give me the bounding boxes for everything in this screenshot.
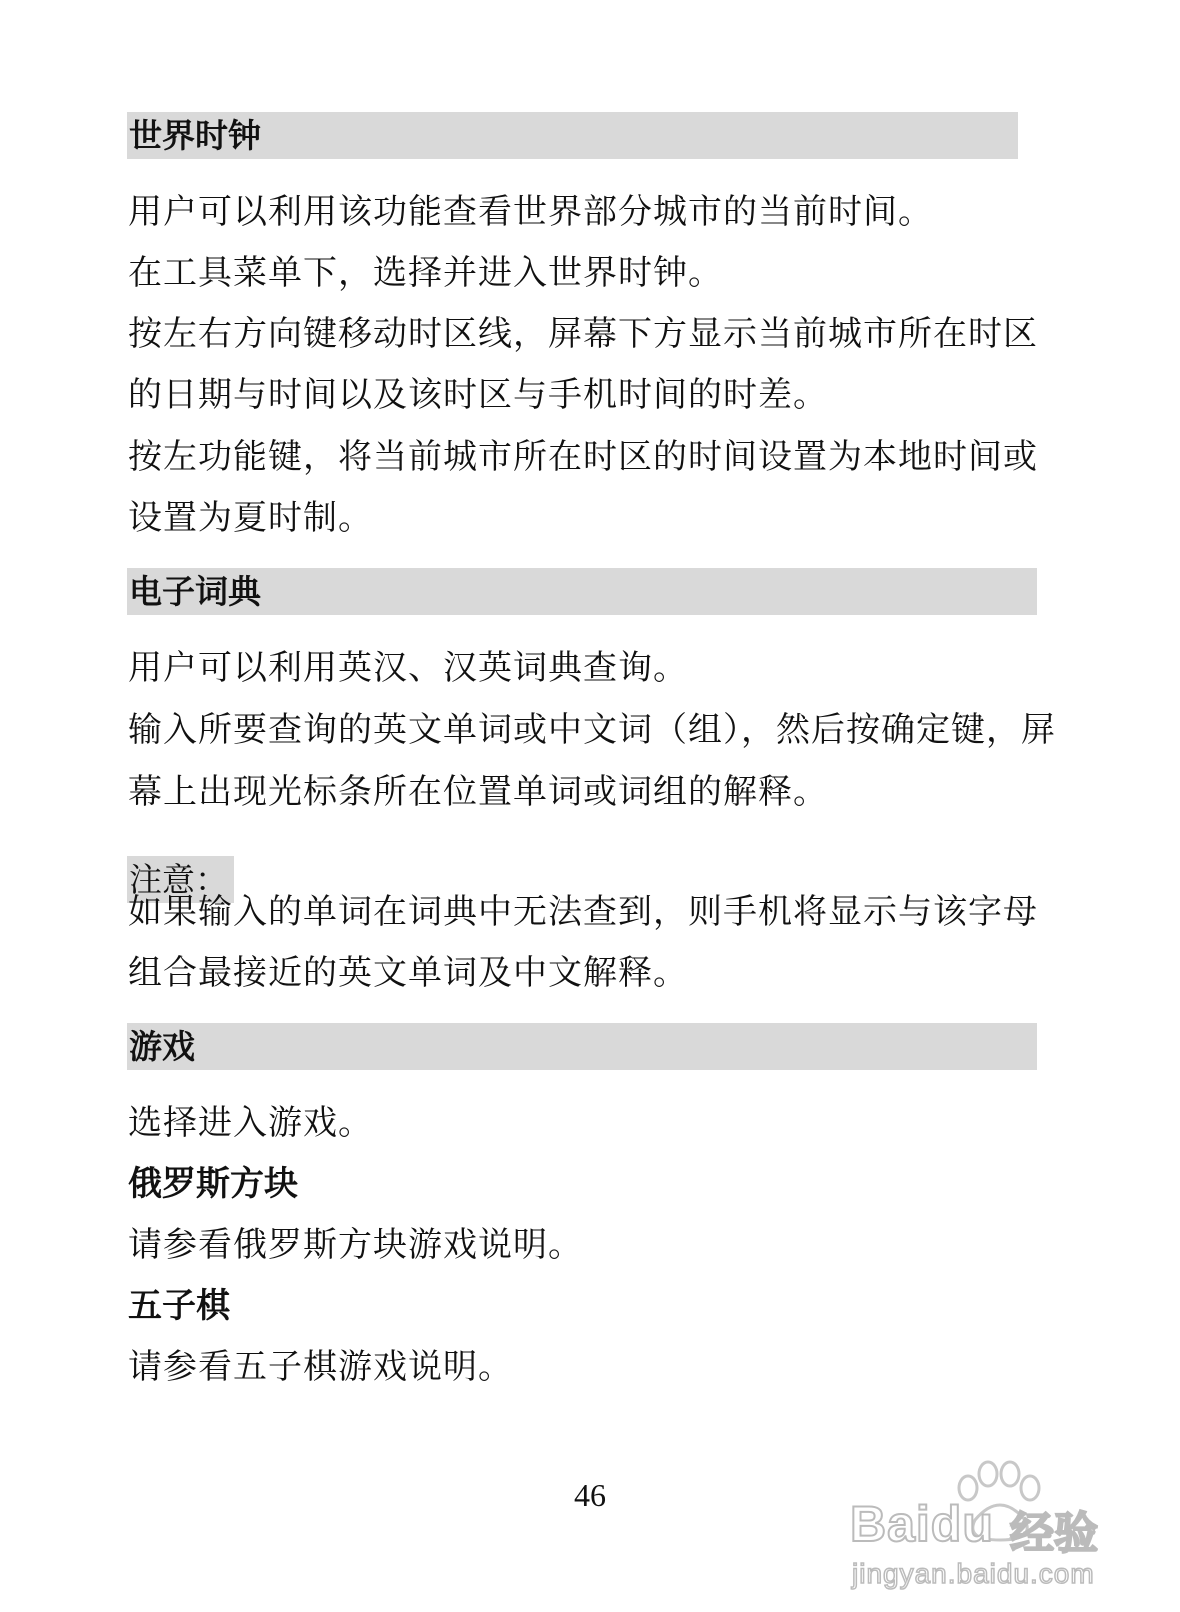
watermark-brand: Baidu [850,1496,994,1552]
paragraph-line: 的日期与时间以及该时区与手机时间的时差。 [128,375,828,415]
paragraph-line: 按左功能键，将当前城市所在时区的时间设置为本地时间或 [128,437,1038,477]
game-description: 请参看五子棋游戏说明。 [128,1347,513,1387]
page-number: 46 [574,1477,606,1513]
paragraph-line: 选择进入游戏。 [128,1103,373,1143]
watermark-url: jingyan.baidu.com [852,1558,1095,1589]
paragraph-line: 输入所要查询的英文单词或中文词（组），然后按确定键，屏 [128,710,1056,750]
note-line: 如果输入的单词在词典中无法查到，则手机将显示与该字母 [128,892,1038,932]
paragraph-line: 按左右方向键移动时区线，屏幕下方显示当前城市所在时区 [128,314,1038,354]
paragraph-line: 设置为夏时制。 [128,498,373,538]
game-title-gomoku: 五子棋 [128,1286,230,1326]
section-heading-games: 游戏 [127,1023,1037,1070]
paragraph-line: 用户可以利用英汉、汉英词典查询。 [128,648,688,688]
paragraph-line: 在工具菜单下，选择并进入世界时钟。 [128,253,723,293]
game-title-tetris: 俄罗斯方块 [128,1164,298,1204]
section-heading-world-clock: 世界时钟 [127,112,1018,159]
note-line: 组合最接近的英文单词及中文解释。 [128,953,688,993]
paragraph-line: 幕上出现光标条所在位置单词或词组的解释。 [128,772,828,812]
game-description: 请参看俄罗斯方块游戏说明。 [128,1225,583,1265]
note-label: 注意： [127,856,234,903]
paragraph-line: 用户可以利用该功能查看世界部分城市的当前时间。 [128,192,933,232]
section-heading-dictionary: 电子词典 [127,568,1037,615]
watermark-cn: 经验 [1010,1508,1098,1559]
